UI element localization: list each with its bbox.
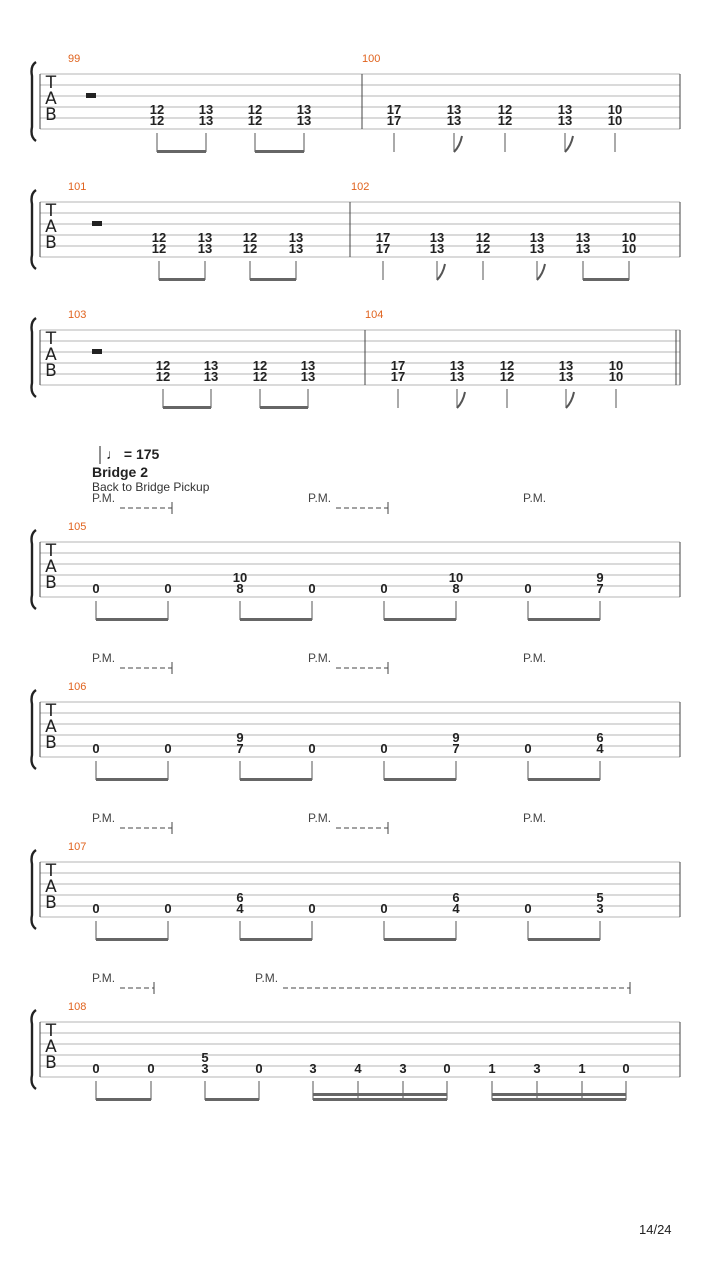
- fret-number: 1: [488, 1061, 496, 1076]
- fret-number: 0: [308, 581, 316, 596]
- fret-number: 13: [449, 369, 465, 384]
- note-beam: [157, 150, 206, 153]
- section-note: Back to Bridge Pickup: [92, 480, 210, 494]
- fret-number: 12: [497, 102, 513, 117]
- palm-mute-label: P.M.: [92, 811, 116, 825]
- fret-number: 0: [255, 1061, 263, 1076]
- note-beam: [96, 618, 168, 621]
- fret-number: 12: [252, 369, 268, 384]
- tab-clef-letter: B: [45, 233, 57, 253]
- measure-number: 104: [365, 309, 384, 321]
- fret-number: 0: [524, 581, 532, 596]
- note-beam: [240, 938, 312, 941]
- section-title: Bridge 2: [92, 464, 149, 480]
- system-bracket: [32, 318, 37, 397]
- fret-number: 3: [533, 1061, 541, 1076]
- palm-mute-label: P.M.: [308, 811, 332, 825]
- fret-number: 8: [236, 581, 244, 596]
- fret-number: 10: [608, 358, 624, 373]
- note-beam: [205, 1098, 259, 1101]
- fret-number: 13: [575, 230, 591, 245]
- fret-number: 17: [390, 369, 406, 384]
- measure-number: 99: [68, 53, 81, 65]
- note-beam: [159, 278, 205, 281]
- tab-clef-letter: B: [45, 361, 57, 381]
- fret-number: 12: [475, 241, 491, 256]
- measure-number: 108: [68, 1001, 87, 1013]
- fret-number: 10: [607, 113, 623, 128]
- system-bracket: [32, 62, 37, 141]
- system-bracket: [32, 530, 37, 609]
- note-beam: [96, 1098, 151, 1101]
- system-bracket: [32, 1010, 37, 1089]
- fret-number: 13: [529, 230, 545, 245]
- measure-number: 106: [68, 681, 87, 693]
- tab-clef-letter: T: [45, 541, 57, 561]
- fret-number: 10: [448, 570, 464, 585]
- fret-number: 17: [386, 113, 402, 128]
- note-beam: [313, 1098, 447, 1101]
- note-beam: [96, 778, 168, 781]
- tab-clef-letter: B: [45, 573, 57, 593]
- fret-number: 0: [380, 581, 388, 596]
- fret-number: 7: [596, 581, 604, 596]
- tempo-marking: [106, 446, 159, 462]
- note-beam: [240, 618, 312, 621]
- tab-clef-letter: A: [45, 89, 57, 109]
- tab-clef-letter: T: [45, 701, 57, 721]
- tab-clef-letter: B: [45, 893, 57, 913]
- palm-mute-label: P.M.: [92, 651, 116, 665]
- fret-number: 9: [452, 730, 460, 745]
- fret-number: 3: [399, 1061, 407, 1076]
- fret-number: 0: [92, 901, 100, 916]
- fret-number: 13: [288, 230, 304, 245]
- measure-number: 107: [68, 841, 87, 853]
- note-beam-secondary: [492, 1093, 626, 1096]
- fret-number: 13: [197, 241, 213, 256]
- fret-number: 13: [288, 241, 304, 256]
- fret-number: 13: [557, 113, 573, 128]
- fret-number: 12: [247, 113, 263, 128]
- fret-number: 12: [499, 369, 515, 384]
- rest-icon: [92, 221, 102, 226]
- note-beam: [583, 278, 629, 281]
- fret-number: 1: [578, 1061, 586, 1076]
- fret-number: 13: [300, 358, 316, 373]
- fret-number: 10: [608, 369, 624, 384]
- note-beam: [528, 938, 600, 941]
- fret-number: 6: [452, 890, 460, 905]
- tab-clef-letter: T: [45, 329, 57, 349]
- fret-number: 0: [308, 901, 316, 916]
- fret-number: 13: [203, 358, 219, 373]
- note-beam: [260, 406, 308, 409]
- palm-mute-label: P.M.: [308, 491, 332, 505]
- fret-number: 4: [354, 1061, 362, 1076]
- note-flag: [537, 264, 545, 280]
- fret-number: 4: [596, 741, 604, 756]
- fret-number: 13: [446, 102, 462, 117]
- system-bracket: [32, 690, 37, 769]
- fret-number: 12: [499, 358, 515, 373]
- note-flag: [565, 136, 573, 152]
- fret-number: 12: [475, 230, 491, 245]
- note-beam: [528, 778, 600, 781]
- fret-number: 13: [429, 230, 445, 245]
- tab-clef-letter: A: [45, 557, 57, 577]
- fret-number: 6: [236, 890, 244, 905]
- fret-number: 0: [443, 1061, 451, 1076]
- fret-number: 13: [558, 369, 574, 384]
- fret-number: 0: [164, 581, 172, 596]
- note-beam-secondary: [313, 1093, 447, 1096]
- quarter-note-icon: ♩: [106, 446, 120, 462]
- fret-number: 5: [201, 1050, 209, 1065]
- note-beam: [384, 938, 456, 941]
- fret-number: 3: [309, 1061, 317, 1076]
- fret-number: 4: [236, 901, 244, 916]
- fret-number: 12: [242, 230, 258, 245]
- palm-mute-label: P.M.: [308, 651, 332, 665]
- palm-mute-label: P.M.: [523, 651, 547, 665]
- fret-number: 12: [252, 358, 268, 373]
- tab-clef-letter: B: [45, 733, 57, 753]
- fret-number: 0: [92, 581, 100, 596]
- tab-clef-letter: T: [45, 1021, 57, 1041]
- tab-clef-letter: T: [45, 201, 57, 221]
- fret-number: 6: [596, 730, 604, 745]
- tab-clef-letter: A: [45, 345, 57, 365]
- fret-number: 17: [390, 358, 406, 373]
- fret-number: 13: [300, 369, 316, 384]
- note-flag: [437, 264, 445, 280]
- note-beam: [163, 406, 211, 409]
- fret-number: 0: [164, 901, 172, 916]
- fret-number: 13: [198, 102, 214, 117]
- note-flag: [454, 136, 462, 152]
- fret-number: 12: [155, 358, 171, 373]
- fret-number: 12: [242, 241, 258, 256]
- note-beam: [240, 778, 312, 781]
- fret-number: 13: [296, 113, 312, 128]
- note-beam: [255, 150, 304, 153]
- measure-number: 102: [351, 181, 370, 193]
- note-flag: [457, 392, 465, 408]
- fret-number: 13: [203, 369, 219, 384]
- fret-number: 3: [596, 901, 604, 916]
- note-beam: [384, 618, 456, 621]
- page-number: 14/24: [639, 1222, 672, 1237]
- note-beam: [96, 938, 168, 941]
- tab-clef-letter: A: [45, 1037, 57, 1057]
- fret-number: 13: [575, 241, 591, 256]
- tab-clef-letter: A: [45, 217, 57, 237]
- fret-number: 13: [296, 102, 312, 117]
- palm-mute-label: P.M.: [255, 971, 279, 985]
- fret-number: 7: [452, 741, 460, 756]
- note-beam: [492, 1098, 626, 1101]
- fret-number: 12: [247, 102, 263, 117]
- measure-number: 105: [68, 521, 87, 533]
- note-beam: [528, 618, 600, 621]
- fret-number: 3: [201, 1061, 209, 1076]
- tab-clef-letter: T: [45, 861, 57, 881]
- fret-number: 8: [452, 581, 460, 596]
- fret-number: 0: [92, 741, 100, 756]
- fret-number: 10: [607, 102, 623, 117]
- measure-number: 100: [362, 53, 381, 65]
- system-bracket: [32, 850, 37, 929]
- palm-mute-label: P.M.: [523, 811, 547, 825]
- fret-number: 17: [386, 102, 402, 117]
- fret-number: 13: [449, 358, 465, 373]
- fret-number: 12: [155, 369, 171, 384]
- fret-number: 17: [375, 230, 391, 245]
- tab-clef-letter: T: [45, 73, 57, 93]
- fret-number: 13: [197, 230, 213, 245]
- measure-number: 103: [68, 309, 87, 321]
- fret-number: 9: [236, 730, 244, 745]
- fret-number: 10: [621, 241, 637, 256]
- fret-number: 0: [147, 1061, 155, 1076]
- fret-number: 17: [375, 241, 391, 256]
- palm-mute-label: P.M.: [92, 491, 116, 505]
- fret-number: 0: [524, 741, 532, 756]
- fret-number: 4: [452, 901, 460, 916]
- fret-number: 0: [380, 901, 388, 916]
- fret-number: 12: [149, 113, 165, 128]
- fret-number: 0: [380, 741, 388, 756]
- fret-number: 12: [149, 102, 165, 117]
- tab-clef-letter: A: [45, 717, 57, 737]
- fret-number: 13: [429, 241, 445, 256]
- note-beam: [384, 778, 456, 781]
- fret-number: 13: [529, 241, 545, 256]
- fret-number: 12: [151, 241, 167, 256]
- rest-icon: [92, 349, 102, 354]
- fret-number: 13: [446, 113, 462, 128]
- fret-number: 0: [164, 741, 172, 756]
- fret-number: 12: [151, 230, 167, 245]
- fret-number: 9: [596, 570, 604, 585]
- note-flag: [566, 392, 574, 408]
- fret-number: 0: [92, 1061, 100, 1076]
- fret-number: 5: [596, 890, 604, 905]
- system-bracket: [32, 190, 37, 269]
- fret-number: 13: [198, 113, 214, 128]
- tab-clef-letter: B: [45, 1053, 57, 1073]
- tab-clef-letter: B: [45, 105, 57, 125]
- fret-number: 13: [558, 358, 574, 373]
- palm-mute-label: P.M.: [523, 491, 547, 505]
- fret-number: 10: [621, 230, 637, 245]
- fret-number: 13: [557, 102, 573, 117]
- tempo-value: = 175: [123, 446, 160, 462]
- fret-number: 10: [232, 570, 248, 585]
- palm-mute-label: P.M.: [92, 971, 116, 985]
- rest-icon: [86, 93, 96, 98]
- measure-number: 101: [68, 181, 87, 193]
- fret-number: 0: [308, 741, 316, 756]
- note-beam: [250, 278, 296, 281]
- tab-clef-letter: A: [45, 877, 57, 897]
- fret-number: 0: [622, 1061, 630, 1076]
- fret-number: 7: [236, 741, 244, 756]
- fret-number: 0: [524, 901, 532, 916]
- fret-number: 12: [497, 113, 513, 128]
